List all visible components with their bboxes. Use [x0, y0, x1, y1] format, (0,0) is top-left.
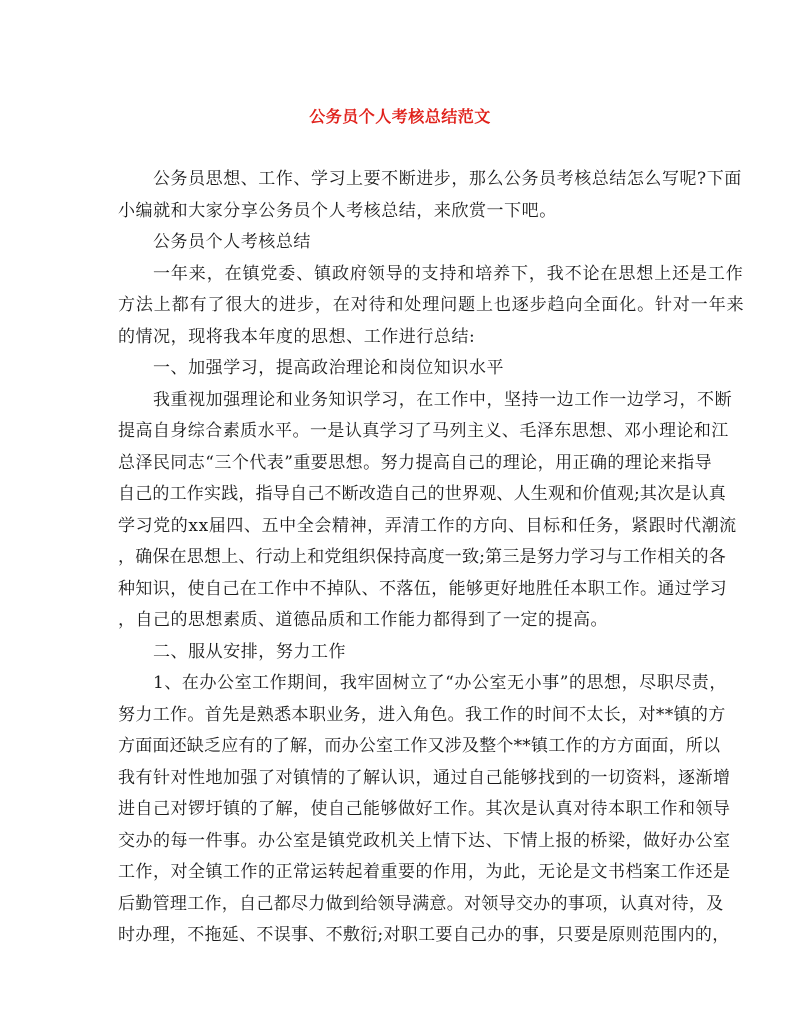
text-line: 学习党的xx届四、五中全会精神，弄清工作的方向、目标和任务，紧跟时代潮流: [118, 516, 737, 536]
text-line: 方法上都有了很大的进步，在对待和处理问题上也逐步趋向全面化。针对一年来: [118, 295, 745, 315]
text-line: 进自己对锣圩镇的了解，使自己能够做好工作。其次是认真对待本职工作和领导: [118, 799, 731, 819]
text-line: 时办理，不拖延、不误事、不敷衍;对职工要自己办的事，只要是原则范围内的，: [118, 925, 730, 945]
text-line: 我有针对性地加强了对镇情的了解认识，通过自己能够找到的一切资料，逐渐增: [118, 768, 731, 788]
text-line: 工作，对全镇工作的正常运转起着重要的作用，为此，无论是文书档案工作还是: [118, 862, 731, 882]
text-line: ，确保在思想上、行动上和党组织保持高度一致;第三是努力学习与工作相关的各: [118, 547, 726, 567]
text-line: 交办的每一件事。办公室是镇党政机关上情下达、下情上报的桥梁，做好办公室: [118, 831, 731, 851]
text-line: 小编就和大家分享公务员个人考核总结，来欣赏一下吧。: [118, 201, 557, 221]
section-heading: 二、服从安排，努力工作: [153, 642, 347, 662]
text-line: 公务员个人考核总结: [153, 232, 311, 252]
text-line: 自己的工作实践，指导自己不断改造自己的世界观、人生观和价值观;其次是认真: [118, 484, 726, 504]
text-line: 后勤管理工作，自己都尽力做到给领导满意。对领导交办的事项，认真对待，及: [118, 894, 724, 914]
section-heading: 一、加强学习，提高政治理论和岗位知识水平: [153, 358, 504, 378]
text-line: 提高自身综合素质水平。一是认真学习了马列主义、毛泽东思想、邓小理论和江: [118, 421, 729, 441]
text-line: 努力工作。首先是熟悉本职业务，进入角色。我工作的时间不太长，对**镇的方: [118, 705, 726, 725]
text-line: ，自己的思想素质、道德品质和工作能力都得到了一定的提高。: [118, 610, 608, 630]
text-line: 我重视加强理论和业务知识学习，在工作中，坚持一边工作一边学习，不断: [153, 390, 733, 410]
text-line: 总泽民同志“三个代表”重要思想。努力提高自己的理论，用正确的理论来指导: [118, 453, 713, 473]
document-title: 公务员个人考核总结范文: [309, 107, 491, 126]
text-line: 方面面还缺乏应有的了解，而办公室工作又涉及整个**镇工作的方方面面，所以: [118, 736, 721, 756]
text-line: 公务员思想、工作、学习上要不断进步，那么公务员考核总结怎么写呢?下面: [153, 169, 742, 189]
text-line: 一年来，在镇党委、镇政府领导的支持和培养下，我不论在思想上还是工作: [153, 264, 744, 284]
text-line: 种知识，使自己在工作中不掉队、不落伍，能够更好地胜任本职工作。通过学习: [118, 579, 727, 599]
text-line: 的情况，现将我本年度的思想、工作进行总结:: [118, 327, 476, 347]
text-line: 1、在办公室工作期间，我牢固树立了“办公室无小事”的思想，尽职尽责，: [153, 673, 727, 693]
